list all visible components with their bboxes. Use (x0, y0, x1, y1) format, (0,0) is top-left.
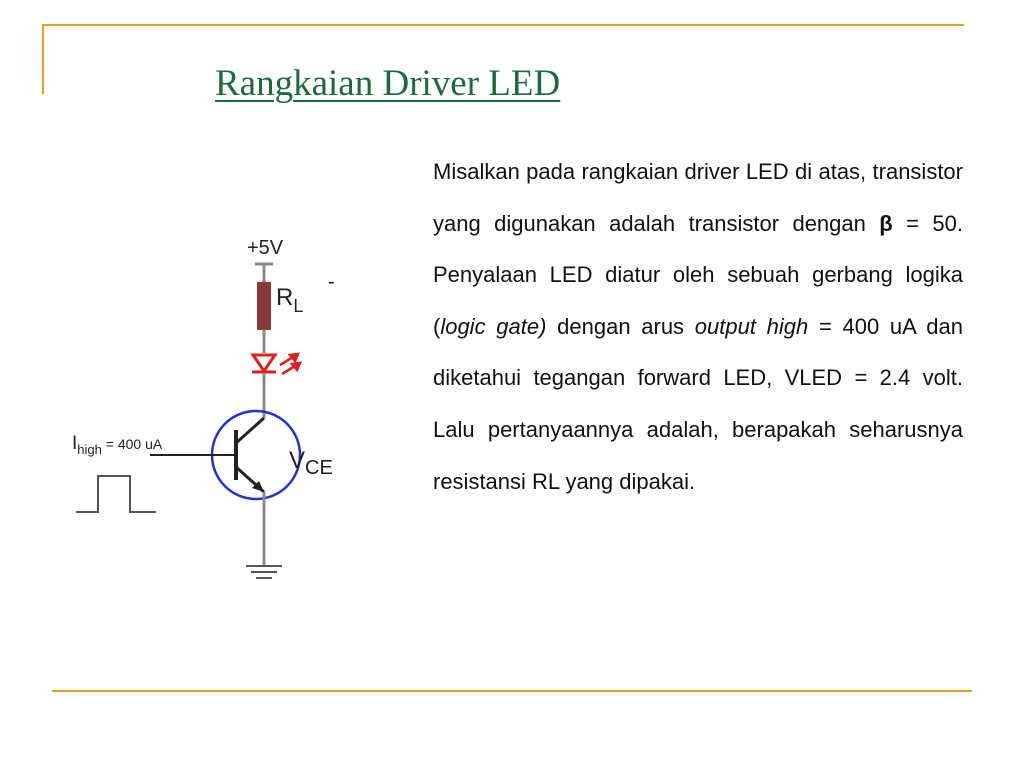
led-driver-circuit-diagram (60, 225, 380, 595)
pulse-waveform (76, 476, 156, 512)
output-high-term: output high (694, 313, 809, 339)
supply-label: +5V (247, 237, 284, 259)
resistor-rl (257, 282, 271, 330)
paragraph-part-2: = 50. Penyalaan LED diatur oleh sebuah gerbang logika ( (433, 210, 964, 339)
resistor-label (276, 284, 303, 316)
resistor-label-sub: L (293, 296, 304, 316)
resistor-label-main: R (276, 284, 294, 311)
logic-gate-term: logic gate) (440, 313, 547, 339)
ground-symbol (246, 566, 282, 578)
paragraph-part-1: Misalkan pada rangkaian driver LED di atas, transistor yang digunakan adalah transistor dengan (433, 159, 963, 236)
input-label-value: = 400 uA (101, 436, 163, 452)
stray-mark: - (328, 271, 335, 293)
led-light-arrows (280, 354, 300, 374)
led-symbol (253, 355, 275, 371)
paragraph-part-4: = 400 uA dan diketahui tegangan forward LED, VLED = 2.4 volt. Lalu pertanyaannya adalah, berapakah seharusnya resistansi RL yang dipakai. (433, 313, 964, 494)
frame-line-bottom (52, 690, 972, 692)
paragraph-part-3: dengan arus (546, 313, 695, 339)
transistor-collector-leg (236, 418, 264, 443)
description-paragraph (433, 146, 963, 507)
frame-line-top (42, 24, 964, 26)
vce-label-sub: CE (305, 457, 333, 479)
slide-title: Rangkaian Driver LED (215, 63, 561, 104)
vce-label-main: V (289, 447, 306, 474)
frame-line-left (42, 24, 44, 94)
beta-symbol: β (879, 210, 893, 236)
input-label-main: I (72, 433, 78, 454)
input-label-sub: high (77, 442, 102, 457)
input-current-label (72, 433, 163, 457)
